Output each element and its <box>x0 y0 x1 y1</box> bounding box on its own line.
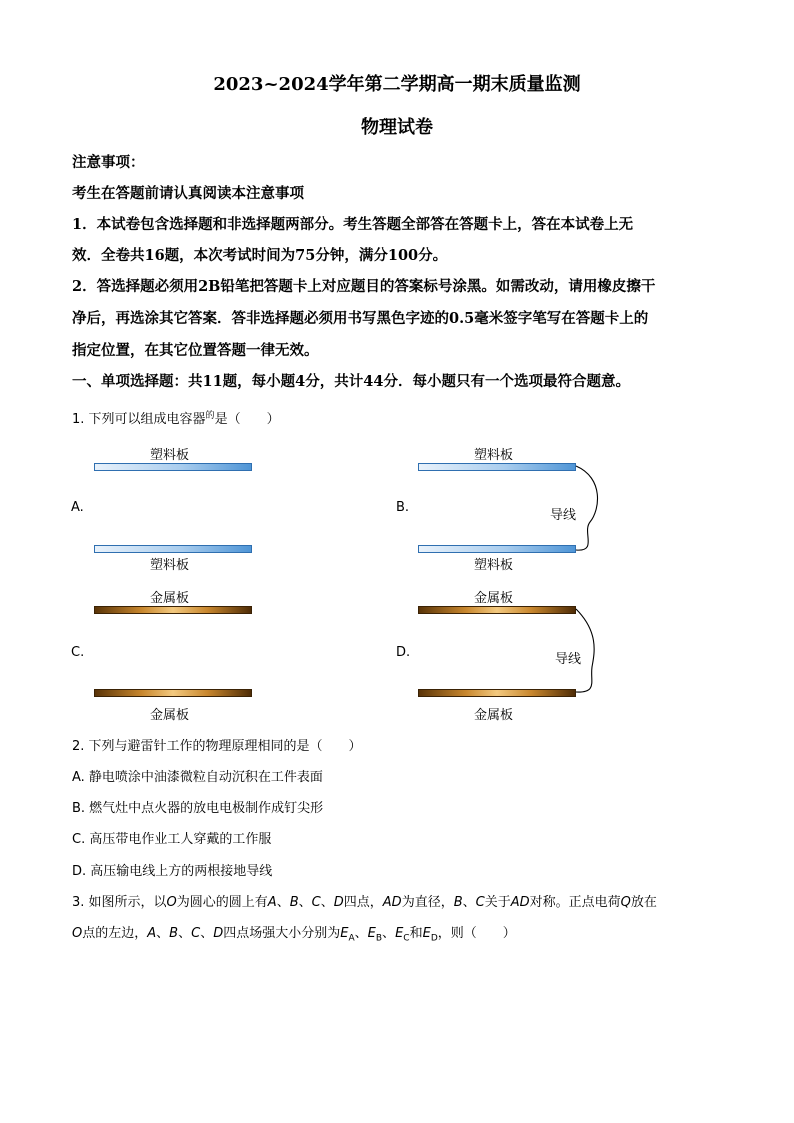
metal-plate-bottom <box>94 689 252 697</box>
plastic-plate-top <box>94 463 252 471</box>
q2-stem: 2. 下列与避雷针工作的物理原理相同的是（ ） <box>72 739 362 754</box>
notice-item2-line2: 净后，再选涂其它答案．答非选择题必须用书写黑色字迹的0.5毫米签字笔写在答题卡上的 <box>72 310 649 327</box>
metal-plate-top <box>418 606 576 614</box>
q3-stem-line1: 3. 如图所示，以O为圆心的圆上有A、B、C、D四点，AD为直径，B、C关于AD对称。正点电荷Q放在 <box>72 895 657 910</box>
section1-heading: 一、单项选择题：共11题，每小题4分，共计44分．每小题只有一个选项最符合题意。 <box>72 373 630 390</box>
option-letter: D. <box>396 645 411 660</box>
q2-option-b: B. 燃气灶中点火器的放电电极制作成钉尖形 <box>72 801 324 816</box>
q2-option-d: D. 高压输电线上方的两根接地导线 <box>72 864 273 879</box>
plastic-plate-top <box>418 463 576 471</box>
top-plate-label: 塑料板 <box>150 448 190 463</box>
option-letter: C. <box>71 645 85 660</box>
exam-subtitle: 物理试卷 <box>361 117 433 138</box>
wire-label: 导线 <box>550 508 577 523</box>
bottom-plate-label: 塑料板 <box>474 558 514 573</box>
plastic-plate-bottom <box>94 545 252 553</box>
exam-title: 2023~2024学年第二学期高一期末质量监测 <box>213 74 581 95</box>
option-letter: A. <box>71 500 84 515</box>
notice-item1-line2: 效．全卷共16题，本次考试时间为75分钟，满分100分。 <box>72 247 448 264</box>
top-plate-label: 金属板 <box>474 591 514 606</box>
q2-option-a: A. 静电喷涂中油漆微粒自动沉积在工件表面 <box>72 770 323 785</box>
top-plate-label: 金属板 <box>150 591 190 606</box>
bottom-plate-label: 金属板 <box>474 708 514 723</box>
notice-heading: 注意事项： <box>72 154 145 171</box>
q3-stem-line2: O点的左边，A、B、C、D四点场强大小分别为$E_A$、$E_B$、$E_C$和$E_D$，则（ ） <box>72 926 516 944</box>
notice-item2-line3: 指定位置，在其它位置答题一律无效。 <box>72 342 319 359</box>
bottom-plate-label: 塑料板 <box>150 558 190 573</box>
q2-option-c: C. 高压带电作业工人穿戴的工作服 <box>72 832 272 847</box>
notice-intro: 考生在答题前请认真阅读本注意事项 <box>72 185 304 202</box>
q1-stem: 1. 下列可以组成电容器$^的$是（ ） <box>72 411 280 427</box>
wire-label: 导线 <box>555 652 582 667</box>
notice-item2-line1: 2．答选择题必须用2B铅笔把答题卡上对应题目的答案标号涂黑。如需改动，请用橡皮擦干 <box>72 278 656 295</box>
bottom-plate-label: 金属板 <box>150 708 190 723</box>
metal-plate-bottom <box>418 689 576 697</box>
top-plate-label: 塑料板 <box>474 448 514 463</box>
plastic-plate-bottom <box>418 545 576 553</box>
option-letter: B. <box>396 500 410 515</box>
metal-plate-top <box>94 606 252 614</box>
notice-item1-line1: 1．本试卷包含选择题和非选择题两部分。考生答题全部答在答题卡上，答在本试卷上无 <box>72 216 634 233</box>
